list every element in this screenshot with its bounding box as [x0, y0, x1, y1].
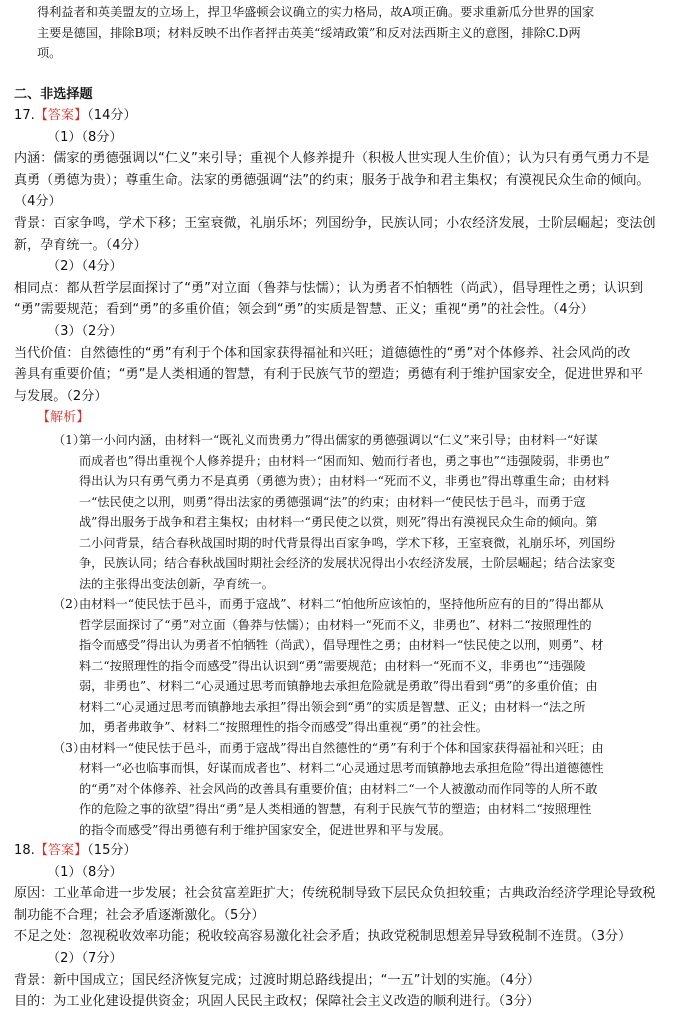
analysis-item-2 [37, 594, 683, 738]
q18-part2-answer [14, 970, 683, 1013]
q17-analysis [14, 430, 683, 840]
q17-header [14, 105, 683, 127]
analysis-line: 指令而感受”得出认为勇者不怕牺牲（尚武），倡导理性之勇；由材料一“怯民使之以刑，则勇”、材 [79, 638, 604, 652]
answer-line: 与发展。（2分） [14, 388, 108, 404]
answer-line: 内涵：儒家的勇德强调以“仁义”来引导；重视个人修养提升（积极人世实现人生价值）；认为只有勇气勇力不是 [14, 151, 650, 167]
q17-part1-answer [14, 148, 683, 256]
analysis-line: 一“怯民使之以刑，则勇”得出法家的勇德强调“法”的约束；由材料一“使民怯于邑斗，而勇于寇 [79, 494, 586, 509]
answer-line: 新，孕育统一。（4分） [14, 237, 147, 253]
analysis-item-1 [37, 430, 683, 594]
q18-part1-heading: （1）（8分） [47, 864, 123, 880]
q18-number: 18. [14, 843, 35, 858]
analysis-line: 材料一“必也临事而惧，好谋而成者也”、材料二“心灵通过思考而镇静地去承担危险”得出道德德性 [79, 761, 604, 775]
q18-part2-heading: （2）（7分） [47, 950, 123, 966]
q17-analysis-tag: 【解析】 [37, 410, 90, 426]
q17-number: 17. [14, 108, 35, 124]
analysis-item-number: （2） [53, 597, 86, 611]
answer-line: 背景：百家争鸣，学术下移；王室衰微，礼崩乐坏；列国纷争，民族认同；小农经济发展，士阶层崛起；变法创 [14, 216, 656, 232]
answer-line: 制功能不合理；社会矛盾逐渐激化。（5分） [14, 907, 265, 923]
analysis-line: 法的主张得出变法创新，孕育统一。 [79, 576, 274, 591]
q17-part2-answer [14, 278, 683, 321]
intro-line: 得利益者和英美盟友的立场上，捍卫华盛顿会议确立的实力格局，故A项正确。要求重新瓜分世界的国家 [37, 5, 595, 19]
answer-line: （4分） [14, 194, 62, 210]
analysis-item-3 [37, 738, 683, 841]
analysis-line: 哲学层面探讨了“勇”对立面（鲁莽与怯懦）；由材料一“死而不义，非勇也”、材料二“按照理性的 [79, 617, 592, 632]
section-title: 二、非选择题 [14, 86, 93, 102]
q17-part3-heading: （3）（2分） [47, 324, 123, 340]
answer-line: 原因：工业革命进一步发展；社会贫富差距扩大；传统税制导致下层民众负担较重；古典政治经济学理论导致税 [14, 886, 656, 902]
analysis-line: 的“勇”对个体修养、社会风尚的改善具有重要价值；由材料二“一个人被激动而作同等的人所不敢 [79, 781, 598, 796]
answer-line: 真勇（勇德为贵）；尊重生命。法家的勇德强调“法”的约束；服务于战争和君主集权；有漠视民众生命的倾向。 [14, 172, 650, 188]
intro-line: 主要是德国，排除B项；材料反映不出作者抨击英美“绥靖政策”和反对法西斯主义的意图，排除C.D两 [37, 25, 581, 40]
analysis-line: 争，民族认同；结合春秋战国时期社会经济的发展状况得出小农经济发展，士阶层崛起；结合法家变 [79, 556, 616, 570]
analysis-item-number: （1） [53, 433, 86, 447]
answer-line: 相同点：都从哲学层面探讨了“勇”对立面（鲁莽与怯懦）；认为勇者不怕牺牲（尚武），倡导理性之勇；认识到 [14, 280, 643, 296]
q17-part2-heading: （2）（4分） [47, 259, 123, 275]
analysis-line: 由材料一“使民怯于邑斗，而勇于寇战”、材料二“怕他所应该怕的，坚持他所应有的目的”得出都从 [79, 597, 604, 611]
q17-score: （14分） [87, 108, 137, 124]
analysis-line: 由材料一“使民怯于邑斗，而勇于寇战”得出自然德性的“勇”有利于个体和国家获得福祉和兴旺；由 [79, 740, 604, 755]
q18-score: （15分） [87, 843, 137, 858]
analysis-line: 第一小问内涵，由材料一“既礼义而贵勇力”得出儒家的勇德强调以“仁义”来引导；由材料一“好谋 [79, 433, 598, 447]
answer-line: 不足之处：忽视税收效率功能；税收较高容易激化社会矛盾；执政党税制思想差异导致税制不连贯。（3分） [14, 929, 632, 945]
q18-answer-tag: 【答案】 [34, 843, 88, 858]
analysis-item-number: （3） [53, 740, 86, 755]
analysis-line: 二小问背景，结合春秋战国时期的时代背景得出百家争鸣，学术下移，王室衰微，礼崩乐坏，列国纷 [79, 535, 616, 550]
analysis-line: 材料二“心灵通过思考而镇静地去承担”得出领会到“勇”的实质是智慧、正义；由材料一“法之所 [79, 699, 586, 714]
answer-line: 当代价值：自然德性的“勇”有利于个体和国家获得福祉和兴旺；道德德性的“勇”对个体修养、社会风尚的改 [14, 345, 631, 361]
analysis-line: 作的危险之事的欲望”得出“勇”是人类相通的智慧，有利于民族气节的塑造；由材料二“按照理性 [79, 802, 592, 816]
analysis-line: 的指令而感受”得出勇德有利于维护国家安全，促进世界和平与发展。 [79, 822, 451, 837]
intro-paragraph [14, 2, 683, 64]
analysis-line: 加，勇者弗敢争”、材料二“按照理性的指令而感受”得出重视“勇”的社会性。 [79, 720, 488, 734]
analysis-line: 得出认为只有勇气勇力不是真勇（勇德为贵）；由材料一“死而不义，非勇也”得出尊重生命；由材料 [79, 474, 610, 488]
answer-line: 善具有重要价值；“勇”是人类相通的智慧，有利于民族气节的塑造；勇德有利于维护国家安全，促进世界和平 [14, 367, 643, 383]
q17-part1-heading: （1）（8分） [47, 129, 123, 145]
analysis-line: 弱，非勇也”、材料二“心灵通过思考而镇静地去承担危险就是勇敢”得出看到“勇”的多重价值；由 [79, 679, 598, 693]
answer-line: 背景：新中国成立；国民经济恢复完成；过渡时期总路线提出；“一五”计划的实施。（4分） [14, 972, 541, 988]
q17-part3-answer [14, 343, 683, 408]
intro-line: 项。 [37, 46, 62, 60]
analysis-line: 战”得出服务于战争和君主集权；由材料一“勇民使之以赏，则死”得出有漠视民众生命的倾向。第 [79, 515, 598, 529]
answer-line: 目的：为工业化建设提供资金；巩固人民民主政权；保障社会主义改造的顺利进行。（3分） [14, 994, 540, 1010]
q17-answer-tag: 【答案】 [34, 108, 88, 124]
analysis-line: 料二“按照理性的指令而感受”得出认识到“勇”需要规范；由材料一“死而不义，非勇也”“违强陵 [79, 658, 586, 673]
q18-part1-answer [14, 883, 683, 948]
q18-header [14, 840, 683, 862]
answer-line: “勇”需要规范；看到“勇”的多重价值；领会到“勇”的实质是智慧、正义；重视“勇”的社会性。（4分） [14, 302, 594, 318]
analysis-line: 而成者也”得出重视个人修养提升；由材料一“困而知、勉而行者也，勇之事也”“违强陵弱，非勇也” [79, 453, 610, 468]
